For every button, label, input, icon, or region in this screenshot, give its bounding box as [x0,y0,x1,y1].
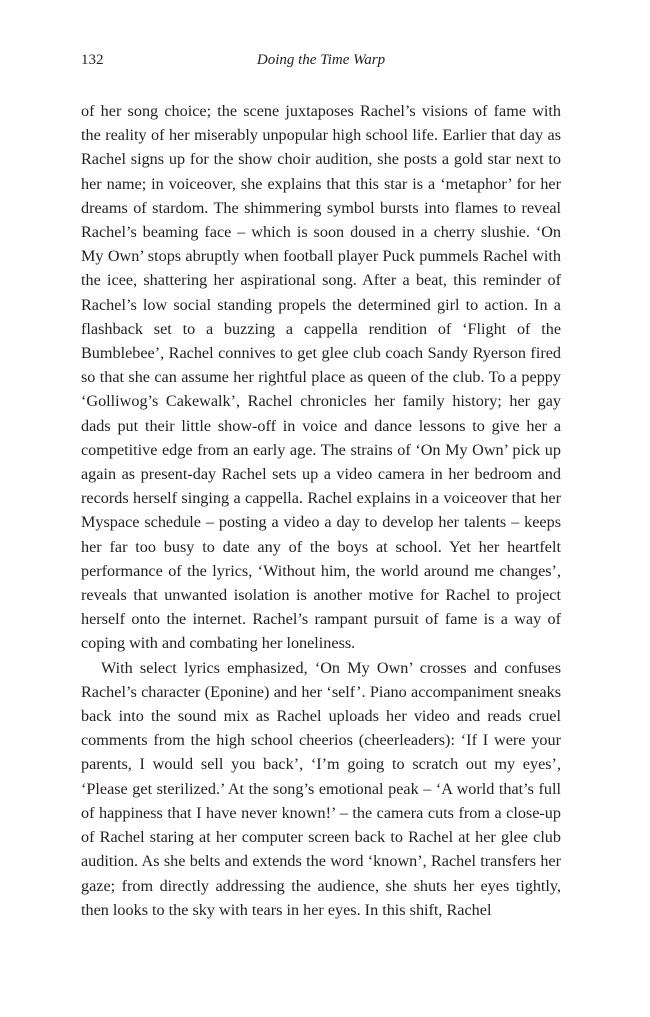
paragraph: With select lyrics emphasized, ‘On My Own’ crosses and confuses Rachel’s character (Eponine) and her ‘self’. Piano accompaniment sneaks back into the sound mix as Rachel uploads her video and reads cruel comments from the high school cheerios (cheerleaders): ‘If I were your parents, I would sell you back’, ‘I’m going to scratch out my eyes’, ‘Please get sterilized.’ At the song’s emotional peak – ‘A world that’s full of happiness that I have never known!’ – the camera cuts from a close-up of Rachel staring at her computer screen back to Rachel at her glee club audition. As she belts and extends the word ‘known’, Rachel transfers her gaze; from directly addressing the audience, she shuts her eyes tightly, then looks to the sky with tears in her eyes. In this shift, Rachel [81,658,561,919]
paragraph-continued: of her song choice; the scene juxtaposes Rachel’s visions of fame with the reality of her miserably unpopular high school life. Earlier that day as Rachel signs up for the show choir audition, she posts a gold star next to her name; in voiceover, she explains that this star is a ‘metaphor’ for her dreams of stardom. The shimmering symbol bursts into flames to reveal Rachel’s beaming face – which is soon doused in a cherry slushie. ‘On My Own’ stops abruptly when football player Puck pummels Rachel with the icee, shattering her aspirational song. After a beat, this reminder of Rachel’s low social standing propels the determined girl to action. In a flashback set to a buzzing a cappella rendition of ‘Flight of the Bumblebee’, Rachel connives to get glee club coach Sandy Ryerson fired so that she can assume her rightful place as queen of the club. To a peppy ‘Golliwog’s Cakewalk’, Rachel chronicles her family history; her gay dads put their little show-off in voice and dance lessons to give her a competitive edge from an early age. The strains of ‘On My Own’ pick up again as present-day Rachel sets up a video camera in her bedroom and records herself singing a cappella. Rachel explains in a voiceover that her Myspace schedule – posting a video a day to develop her talents – keeps her far too busy to date any of the boys at school. Yet her heartfelt performance of the lyrics, ‘Without him, the world around me changes’, reveals that unwanted isolation is another motive for Rachel to project herself onto the internet. Rachel’s rampant pursuit of fame is a way of coping with and combating her loneliness. [81,102,561,653]
running-title: Doing the Time Warp [256,52,386,68]
page-number: 132 [81,52,104,68]
running-head [81,52,561,72]
body-text [81,99,561,922]
